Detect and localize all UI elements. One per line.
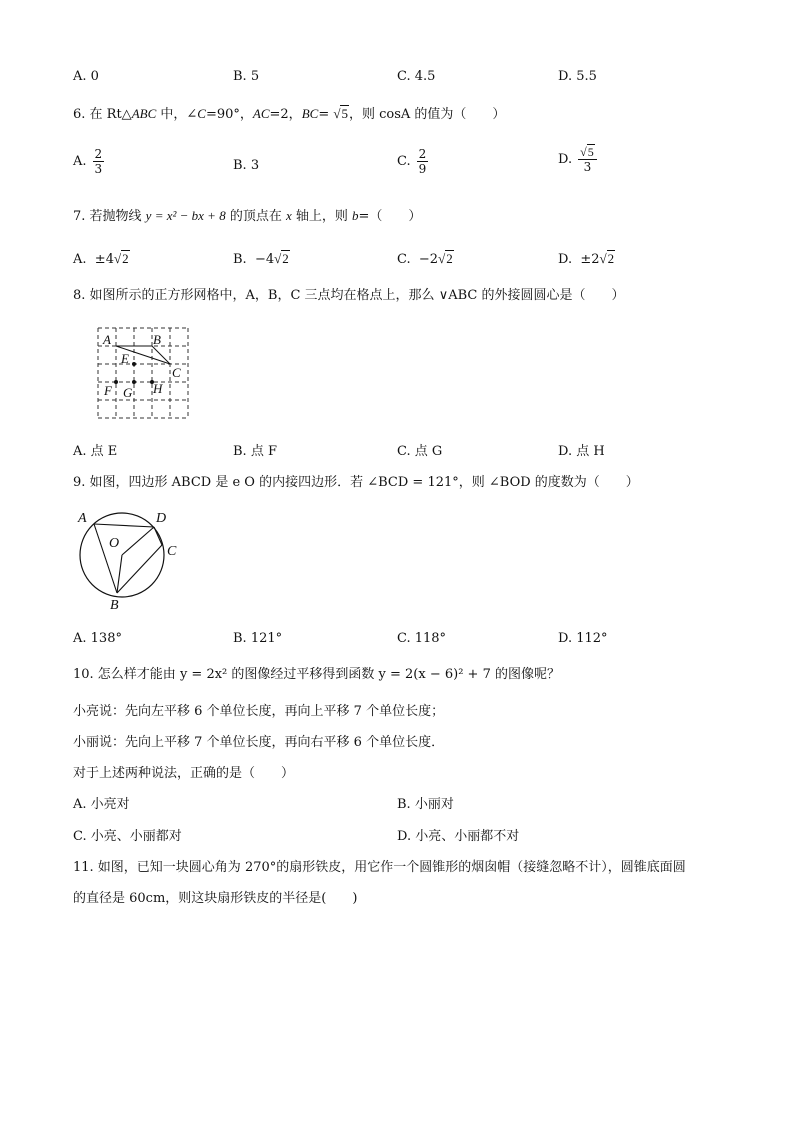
q7-option-a: A. ±4√2 bbox=[73, 251, 129, 267]
q10-option-d: D. 小亮、小丽都不对 bbox=[397, 829, 520, 844]
q11-line2: 的直径是 60cm，则这块扇形铁皮的半径是( ) bbox=[73, 891, 358, 906]
q10-line1: 小亮说：先向左平移 6 个单位长度，再向上平移 7 个单位长度； bbox=[73, 704, 445, 719]
q6-stem: 6. 在 Rt△ABC 中，∠C=90°，AC=2，BC= √5，则 cosA 的值为（ ） bbox=[73, 106, 506, 122]
q5-option-c: C. 4.5 bbox=[397, 69, 436, 84]
label-c: C bbox=[172, 365, 181, 380]
label-h: H bbox=[153, 381, 163, 396]
q9-option-b: B. 121° bbox=[233, 631, 283, 646]
q8-option-a: A. 点 E bbox=[73, 444, 118, 459]
q11-line1: 11. 如图，已知一块圆心角为 270°的扇形铁皮，用它作一个圆锥形的烟囱帽（接缝忽略不计），圆锥底面圆 bbox=[73, 860, 686, 875]
q10-stem: 10. 怎么样才能由 y = 2x² 的图像经过平移得到函数 y = 2(x − 6)² + 7 的图像呢？ bbox=[73, 667, 560, 682]
q9-option-c: C. 118° bbox=[397, 631, 447, 646]
q10-line3: 对于上述两种说法，正确的是（ ） bbox=[73, 766, 295, 781]
label-f: F bbox=[104, 383, 112, 398]
q8-option-c: C. 点 G bbox=[397, 444, 443, 459]
q5-option-d: D. 5.5 bbox=[558, 69, 597, 84]
q10-option-a: A. 小亮对 bbox=[73, 797, 130, 812]
label-a: A bbox=[78, 511, 87, 526]
q7-option-b: B. −4√2 bbox=[233, 251, 289, 267]
q9-option-d: D. 112° bbox=[558, 631, 608, 646]
q6-option-d: D. $\frac{√5}{3}$ bbox=[558, 145, 597, 174]
q7-stem: 7. 若抛物线 y = x² − bx + 8 的顶点在 x 轴上，则 b=（ ） bbox=[73, 208, 422, 224]
label-d: D bbox=[156, 511, 167, 526]
q7-option-d: D. ±2√2 bbox=[558, 251, 615, 267]
q7-option-c: C. −2√2 bbox=[397, 251, 453, 267]
q8-option-d: D. 点 H bbox=[558, 444, 605, 459]
label-o: O bbox=[109, 536, 120, 551]
q10-option-b: B. 小丽对 bbox=[397, 797, 454, 812]
q6-option-b: B. 3 bbox=[233, 158, 260, 173]
q5-option-a: A. 0 bbox=[73, 69, 99, 84]
q8-stem: 8. 如图所示的正方形网格中，A，B，C 三点均在格点上，那么 ∨ABC 的外接圆圆心是（ ） bbox=[73, 288, 625, 303]
q5-option-b: B. 5 bbox=[233, 69, 260, 84]
label-a: A bbox=[103, 332, 111, 347]
q10-line2: 小丽说：先向上平移 7 个单位长度，再向右平移 6 个单位长度． bbox=[73, 735, 445, 750]
q8-grid-figure bbox=[96, 325, 192, 421]
label-c: C bbox=[167, 544, 177, 559]
q9-circle-figure bbox=[70, 505, 190, 615]
q9-option-a: A. 138° bbox=[73, 631, 122, 646]
label-b: B bbox=[110, 598, 119, 613]
sqrt-icon: √5 bbox=[333, 106, 348, 121]
q9-stem: 9. 如图，四边形 ABCD 是 e O 的内接四边形．若 ∠BCD = 121°，则 ∠BOD 的度数为（ ） bbox=[73, 475, 639, 490]
label-e: E bbox=[121, 351, 129, 366]
q8-option-b: B. 点 F bbox=[233, 444, 277, 459]
label-g: G bbox=[123, 385, 133, 400]
label-b: B bbox=[153, 332, 161, 347]
q6-option-a: A. $\frac{2}{3}$ bbox=[73, 147, 103, 176]
q10-option-c: C. 小亮、小丽都对 bbox=[73, 829, 182, 844]
q6-option-c: C. $\frac{2}{9}$ bbox=[397, 147, 427, 176]
